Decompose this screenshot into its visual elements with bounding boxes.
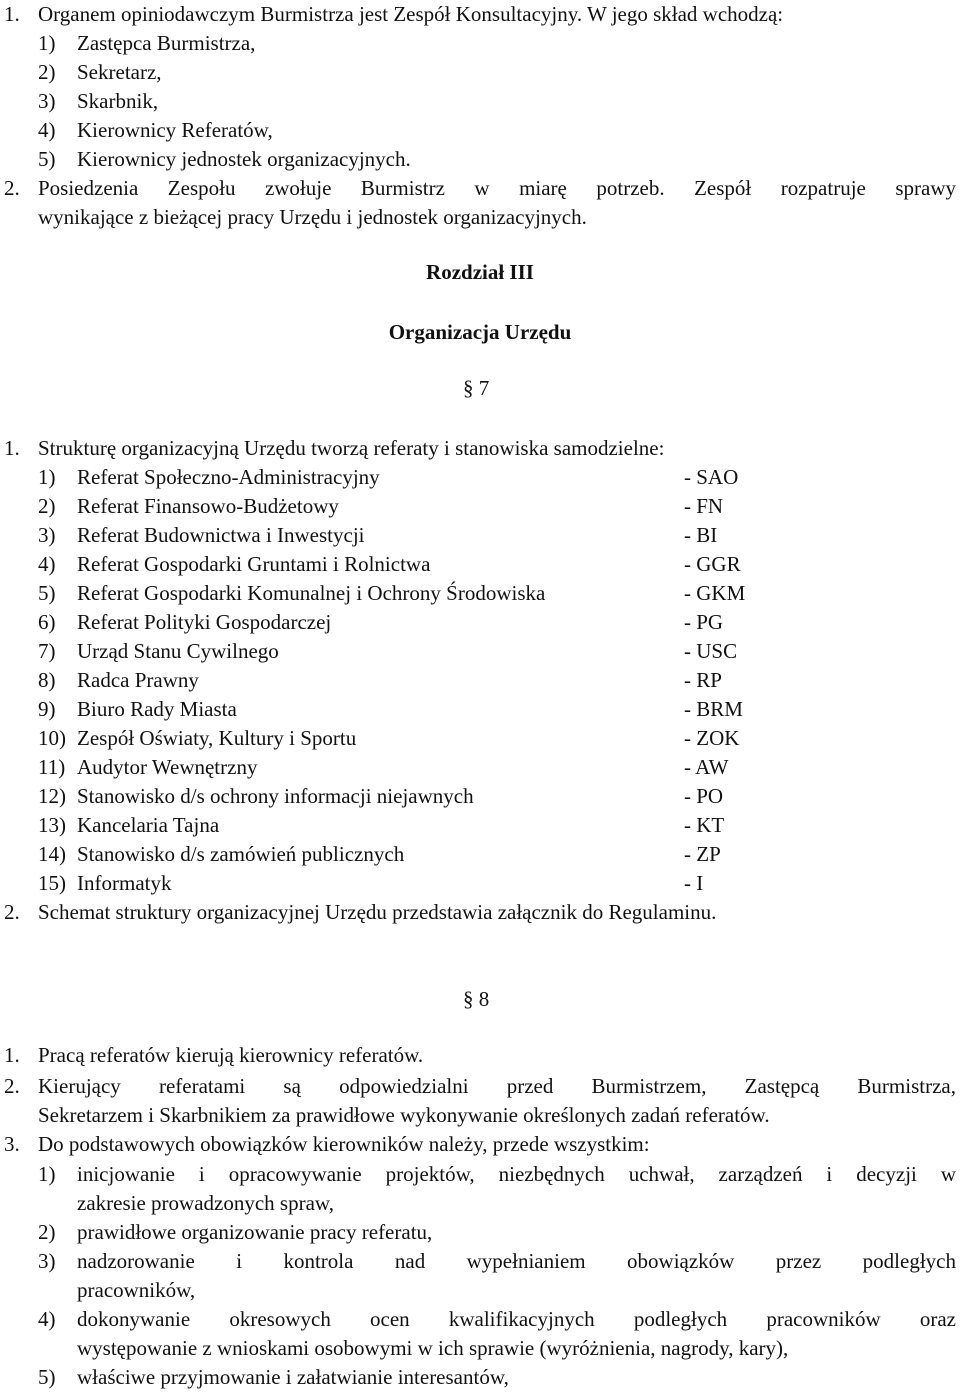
list-item-text: Skarbnik, bbox=[77, 89, 159, 113]
list-item-text: właściwe przyjmowanie i załatwianie interesantów, bbox=[77, 1365, 509, 1389]
unit-number: 3) bbox=[38, 523, 56, 547]
list-item-text: dokonywanie okresowych ocen kwalifikacyjnych podległych pracowników oraz bbox=[77, 1307, 956, 1331]
list-item-text: inicjowanie i opracowywanie projektów, niezbędnych uchwał, zarządzeń i decyzji w bbox=[77, 1162, 956, 1186]
unit-name: Referat Społeczno-Administracyjny bbox=[77, 465, 380, 489]
unit-number: 2) bbox=[38, 494, 56, 518]
chapter-title: Rozdział III bbox=[426, 260, 534, 284]
list-item-number: 3) bbox=[38, 1249, 56, 1273]
unit-code: - SAO bbox=[684, 465, 739, 489]
paragraph-text: Do podstawowych obowiązków kierowników należy, przede wszystkim: bbox=[38, 1132, 650, 1156]
unit-name: Referat Gospodarki Komunalnej i Ochrony Środowiska bbox=[77, 581, 546, 605]
paragraph-text: Sekretarzem i Skarbnikiem za prawidłowe wykonywanie określonych zadań referatów. bbox=[38, 1103, 770, 1127]
unit-number: 9) bbox=[38, 697, 56, 721]
list-item-text: Zastępca Burmistrza, bbox=[77, 31, 256, 55]
unit-code: - KT bbox=[684, 813, 725, 837]
unit-code: - I bbox=[684, 871, 704, 895]
list-item-text: pracowników, bbox=[77, 1278, 196, 1302]
unit-name: Urząd Stanu Cywilnego bbox=[77, 639, 279, 663]
list-item-number: 4) bbox=[38, 118, 56, 142]
unit-number: 6) bbox=[38, 610, 56, 634]
list-item-number: 2) bbox=[38, 1220, 56, 1244]
unit-name: Informatyk bbox=[77, 871, 172, 895]
unit-name: Kancelaria Tajna bbox=[77, 813, 220, 837]
unit-code: - RP bbox=[684, 668, 722, 692]
section-sign-7: § 7 bbox=[463, 376, 490, 400]
unit-number: 15) bbox=[38, 871, 66, 895]
list-item-text: Kierownicy jednostek organizacyjnych. bbox=[77, 147, 411, 171]
unit-number: 10) bbox=[38, 726, 66, 750]
unit-name: Referat Gospodarki Gruntami i Rolnictwa bbox=[77, 552, 431, 576]
unit-name: Zespół Oświaty, Kultury i Sportu bbox=[77, 726, 357, 750]
unit-name: Biuro Rady Miasta bbox=[77, 697, 237, 721]
unit-code: - AW bbox=[684, 755, 729, 779]
list-item-number: 3) bbox=[38, 89, 56, 113]
unit-number: 13) bbox=[38, 813, 66, 837]
chapter-subtitle: Organizacja Urzędu bbox=[388, 320, 572, 344]
unit-name: Stanowisko d/s zamówień publicznych bbox=[77, 842, 405, 866]
paragraph-number: 2. bbox=[4, 1074, 20, 1098]
paragraph-text: Kierujący referatami są odpowiedzialni przed Burmistrzem, Zastępcą Burmistrza, bbox=[38, 1074, 956, 1098]
list-item-number: 5) bbox=[38, 147, 56, 171]
unit-code: - PG bbox=[684, 610, 724, 634]
unit-code: - BRM bbox=[684, 697, 743, 721]
paragraph-text: Schemat struktury organizacyjnej Urzędu przedstawia załącznik do Regulaminu. bbox=[38, 900, 717, 924]
list-item-number: 2) bbox=[38, 60, 56, 84]
list-item-number: 4) bbox=[38, 1307, 56, 1331]
list-item-text: Kierownicy Referatów, bbox=[77, 118, 273, 142]
paragraph-number: 1. bbox=[4, 2, 20, 26]
unit-number: 7) bbox=[38, 639, 56, 663]
unit-name: Radca Prawny bbox=[77, 668, 199, 692]
unit-code: - BI bbox=[684, 523, 718, 547]
unit-code: - FN bbox=[684, 494, 724, 518]
unit-number: 11) bbox=[38, 755, 66, 779]
list-item-text: zakresie prowadzonych spraw, bbox=[77, 1191, 334, 1215]
unit-name: Referat Polityki Gospodarczej bbox=[77, 610, 332, 634]
list-item-number: 5) bbox=[38, 1365, 56, 1389]
list-item-text: nadzorowanie i kontrola nad wypełnianiem obowiązków przez podległych bbox=[77, 1249, 956, 1273]
paragraph-number: 3. bbox=[4, 1132, 20, 1156]
unit-number: 5) bbox=[38, 581, 56, 605]
unit-name: Audytor Wewnętrzny bbox=[77, 755, 258, 779]
paragraph-number: 2. bbox=[4, 176, 20, 200]
unit-number: 8) bbox=[38, 668, 56, 692]
unit-code: - GKM bbox=[684, 581, 746, 605]
list-item-number: 1) bbox=[38, 31, 56, 55]
paragraph-text: wynikające z bieżącej pracy Urzędu i jednostek organizacyjnych. bbox=[38, 205, 587, 229]
list-item-number: 1) bbox=[38, 1162, 56, 1186]
unit-number: 4) bbox=[38, 552, 56, 576]
unit-code: - ZOK bbox=[684, 726, 740, 750]
paragraph-number: 1. bbox=[4, 1043, 20, 1067]
unit-code: - PO bbox=[684, 784, 724, 808]
unit-name: Referat Budownictwa i Inwestycji bbox=[77, 523, 365, 547]
unit-number: 1) bbox=[38, 465, 56, 489]
list-item-text: występowanie z wnioskami osobowymi w ich sprawie (wyróżnienia, nagrody, kary), bbox=[77, 1336, 789, 1360]
paragraph-number: 1. bbox=[4, 436, 20, 460]
unit-name: Referat Finansowo-Budżetowy bbox=[77, 494, 339, 518]
section-sign-8: § 8 bbox=[463, 987, 490, 1011]
paragraph-text: Organem opiniodawczym Burmistrza jest Zespół Konsultacyjny. W jego skład wchodzą: bbox=[38, 2, 784, 26]
unit-code: - GGR bbox=[684, 552, 741, 576]
unit-number: 12) bbox=[38, 784, 66, 808]
paragraph-text: Posiedzenia Zespołu zwołuje Burmistrz w miarę potrzeb. Zespół rozpatruje sprawy bbox=[38, 176, 956, 200]
unit-code: - USC bbox=[684, 639, 738, 663]
paragraph-text: Pracą referatów kierują kierownicy referatów. bbox=[38, 1043, 424, 1067]
paragraph-number: 2. bbox=[4, 900, 20, 924]
unit-code: - ZP bbox=[684, 842, 721, 866]
list-item-text: prawidłowe organizowanie pracy referatu, bbox=[77, 1220, 433, 1244]
paragraph-text: Strukturę organizacyjną Urzędu tworzą referaty i stanowiska samodzielne: bbox=[38, 436, 665, 460]
list-item-text: Sekretarz, bbox=[77, 60, 162, 84]
unit-name: Stanowisko d/s ochrony informacji niejawnych bbox=[77, 784, 474, 808]
unit-number: 14) bbox=[38, 842, 66, 866]
